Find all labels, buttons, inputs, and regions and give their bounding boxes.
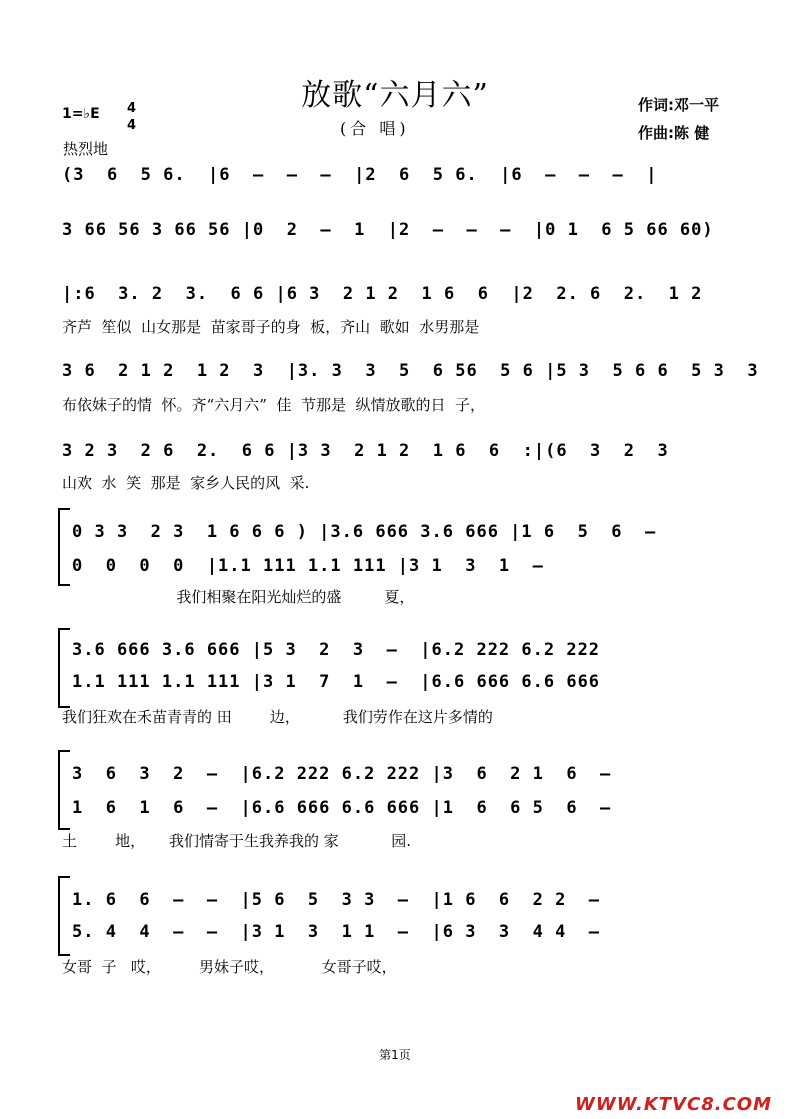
- lyric-row: 布依妹子的情 怀。齐“六月六” 佳 节那是 纵情放歌的日 子，: [62, 396, 486, 414]
- meter-bottom: 4: [127, 118, 137, 133]
- notation-row: 3 6 2 1 2 1 2 3 |3. 3 3 5 6 56 5 6 |5 3 5 6 6 5 3 3: [62, 361, 759, 381]
- system-brace: [58, 750, 70, 830]
- site-watermark: WWW.KTVC8.COM: [575, 1094, 772, 1115]
- notation-row: 3.6 666 3.6 666 |5 3 2 3 – |6.2 222 6.2 222: [72, 640, 601, 660]
- meter-top: 4: [127, 101, 137, 116]
- notation-row: 3 66 56 3 66 56 |0 2 – 1 |2 – – – |0 1 6 5 66 60): [62, 220, 714, 240]
- key-signature: 1=♭E: [62, 106, 100, 122]
- lyricist: 作词:邓一平: [638, 96, 719, 114]
- notation-row: |:6 3. 2 3. 6 6 |6 3 2 1 2 1 6 6 |2 2. 6 2. 1 2: [62, 284, 703, 304]
- notation-row: 0 0 0 0 |1.1 111 1.1 111 |3 1 3 1 –: [72, 556, 544, 576]
- song-title: 放歌“六月六”: [301, 78, 489, 113]
- system-brace: [58, 876, 70, 956]
- notation-row: 1. 6 6 – – |5 6 5 3 3 – |1 6 6 2 2 –: [72, 890, 601, 910]
- lyric-row: 土 地， 我们情寄于生我养我的 家 园.: [62, 832, 411, 850]
- system-brace: [58, 508, 70, 586]
- notation-row: 3 2 3 2 6 2. 6 6 |3 3 2 1 2 1 6 6 :|(6 3 2 3: [62, 441, 669, 461]
- composer: 作曲:陈 健: [638, 124, 710, 142]
- system-brace: [58, 628, 70, 708]
- notation-row: 0 3 3 2 3 1 6 6 6 ) |3.6 666 3.6 666 |1 6 5 6 –: [72, 522, 657, 542]
- lyric-row: 山欢 水 笑 那是 家乡人民的风 采.: [62, 474, 310, 492]
- page-number: 第1页: [379, 1048, 411, 1062]
- notation-row: 1 6 1 6 – |6.6 666 6.6 666 |1 6 6 5 6 –: [72, 798, 612, 818]
- notation-row: (3 6 5 6. |6 – – – |2 6 5 6. |6 – – – |: [62, 165, 658, 185]
- song-subtitle: (合 唱): [340, 119, 410, 138]
- notation-row: 3 6 3 2 – |6.2 222 6.2 222 |3 6 2 1 6 –: [72, 764, 612, 784]
- lyric-row: 齐芦 笙似 山女那是 苗家哥子的身 板，齐山 歌如 水男那是: [62, 318, 480, 336]
- lyric-row: 女哥 子 哎， 男妹子哎， 女哥子哎，: [62, 958, 397, 976]
- tempo-marking: 热烈地: [63, 140, 109, 158]
- lyric-row: 我们相聚在阳光灿烂的盛 夏，: [62, 588, 415, 606]
- notation-row: 5. 4 4 – – |3 1 3 1 1 – |6 3 3 4 4 –: [72, 922, 601, 942]
- lyric-row: 我们狂欢在禾苗青青的 田 边， 我们劳作在这片多情的: [62, 708, 493, 726]
- notation-row: 1.1 111 1.1 111 |3 1 7 1 – |6.6 666 6.6 666: [72, 672, 601, 692]
